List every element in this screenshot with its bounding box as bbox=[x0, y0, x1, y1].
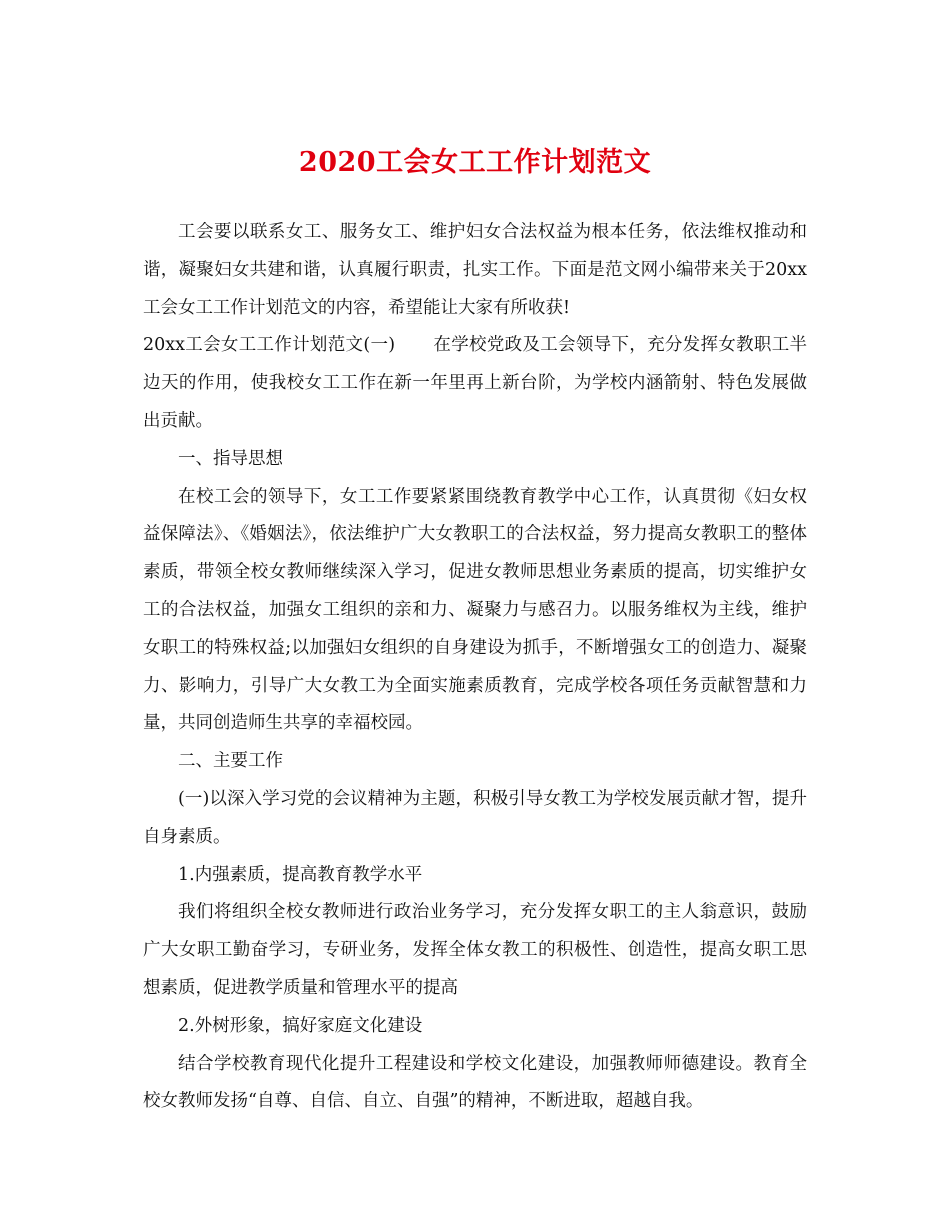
subheading-1: 1.内强素质，提高教育教学水平 bbox=[178, 864, 423, 885]
heading-main-work: 二、主要工作 bbox=[178, 751, 283, 772]
subheading-1-paragraph: 我们将组织全校女教师进行政治业务学习，充分发挥女职工的主人翁意识，鼓励广大女职工勤奋学习，专研业务，发挥全体女教工的积极性、创造性，提高女职工思想素质，促进教学质量和管理水平的提高 bbox=[143, 902, 807, 998]
main-work-item-1: (一)以深入学习党的会议精神为主题，积极引导女教工为学校发展贡献才智，提升自身素质。 bbox=[143, 788, 807, 847]
section-paragraph bbox=[143, 327, 807, 440]
document-body bbox=[143, 214, 807, 1121]
intro-paragraph: 工会要以联系女工、服务女工、维护妇女合法权益为根本任务，依法维权推动和谐，凝聚妇女共建和谐，认真履行职责，扎实工作。下面是范文网小编带来关于20xx工会女工工作计划范文的内容，希望能让大家有所收获! bbox=[143, 222, 807, 318]
section-text: 在学校党政及工会领导下，充分发挥女教职工半边天的作用，使我校女工工作在新一年里再上新台阶，为学校内涵箭射、特色发展做出贡献。 bbox=[143, 335, 808, 431]
section-heading: 20xx工会女工工作计划范文(一) bbox=[143, 335, 396, 356]
subheading-2-paragraph: 结合学校教育现代化提升工程建设和学校文化建设，加强教师师德建设。教育全校女教师发扬“自尊、自信、自立、自强”的精神，不断进取，超越自我。 bbox=[143, 1053, 807, 1112]
heading-guiding-thought: 一、指导思想 bbox=[178, 448, 283, 469]
subheading-2: 2.外树形象，搞好家庭文化建设 bbox=[178, 1015, 423, 1036]
guiding-thought-paragraph: 在校工会的领导下，女工工作要紧紧围绕教育教学中心工作，认真贯彻《妇女权益保障法》、《婚姻法》，依法维护广大女教职工的合法权益，努力提高女教职工的整体素质，带领全校女教师继续深入学习，促进女教师思想业务素质的提高，切实维护女工的合法权益，加强女工组织的亲和力、凝聚力与感召力。以服务维权为主线，维护女职工的特殊权益;以加强妇女组织的自身建设为抓手，不断增强女工的创造力、凝聚力、影响力，引导广大女教工为全面实施素质教育，完成学校各项任务贡献智慧和力量，共同创造师生共享的幸福校园。 bbox=[143, 486, 807, 734]
document-title: 2020工会女工工作计划范文 bbox=[298, 147, 652, 178]
